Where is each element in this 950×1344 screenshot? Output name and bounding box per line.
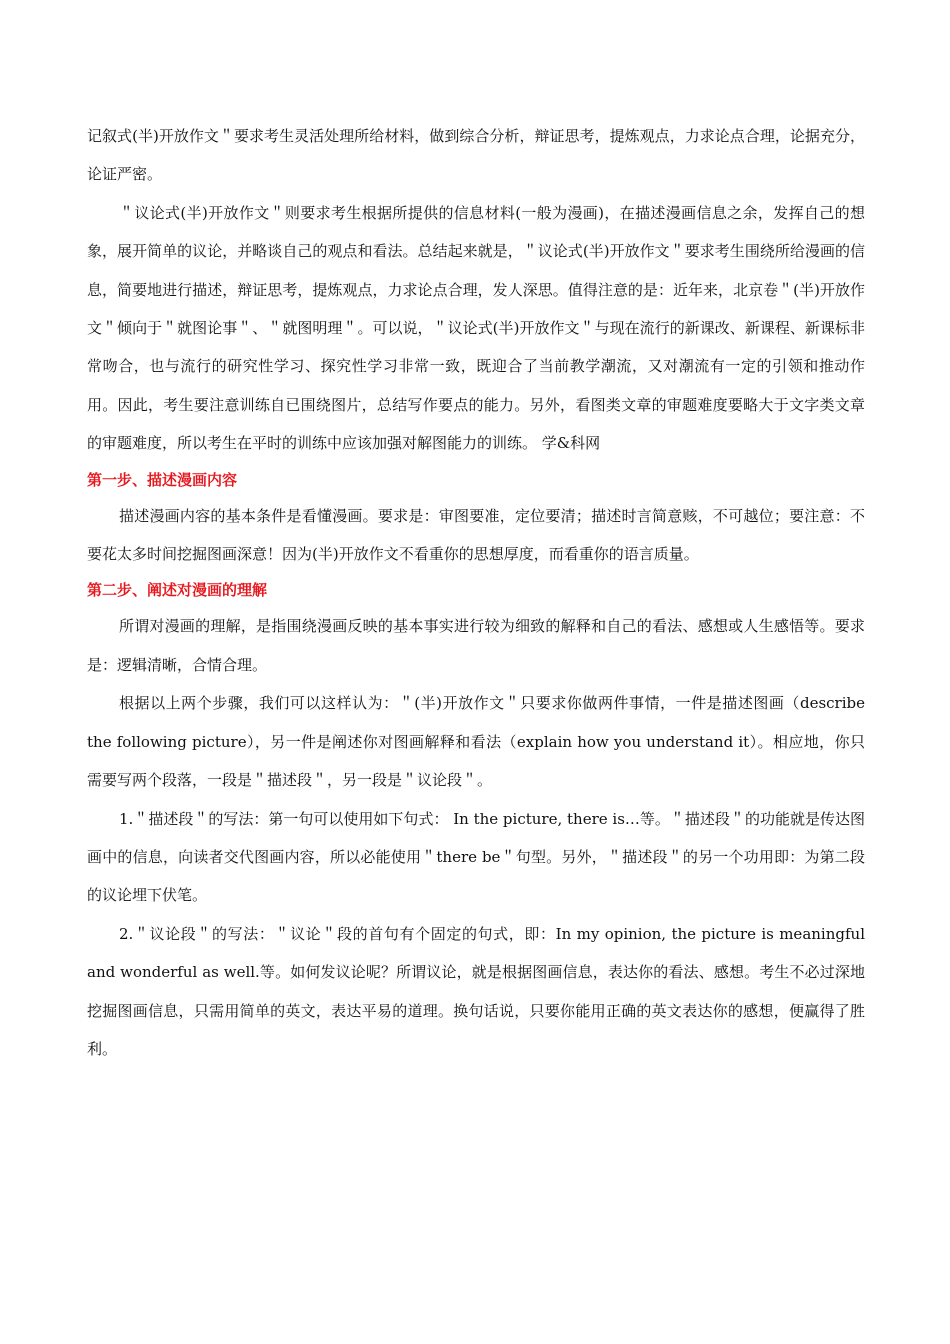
paragraph-description-section: 1.＂描述段＂的写法：第一句可以使用如下句式： In the picture, there is…等。＂描述段＂的功能就是传达图画中的信息，向读者交代图画内容，所以必能使用＂there be＂句型。另外，＂描述段＂的另一个功用即：为第二段的议论埋下伏笔。 (87, 809, 865, 905)
paragraph-summary: 根据以上两个步骤，我们可以这样认为：＂(半)开放作文＂只要求你做两件事情，一件是描述图画（describe the following picture），另一件是阐述你对图画解释和看法（explain how you understand it）。相应地，你只需要写两个段落，一段是＂描述段＂，另一段是＂议论段＂。 (87, 694, 865, 790)
heading-step-two: 第二步、阐述对漫画的理解 (87, 581, 268, 600)
paragraph-argument-section: 2.＂议论段＂的写法：＂议论＂段的首句有个固定的句式，即：In my opinion, the picture is meaningful and wonderful as well.等。如何发议论呢？所谓议论，就是根据图画信息，表达你的看法、感想。考生不必过深地挖掘图画信息，只需用简单的英文，表达平易的道理。换句话说，只要你能用正确的英文表达你的感想，便赢得了胜利。 (87, 924, 865, 1058)
paragraph-argumentative-essay: ＂议论式(半)开放作文＂则要求考生根据所提供的信息材料(一般为漫画)，在描述漫画信息之余，发挥自己的想象，展开简单的议论，并略谈自己的观点和看法。总结起来就是，＂议论式(半)开放作文＂要求考生围绕所给漫画的信息，简要地进行描述，辩证思考，提炼观点，力求论点合理，发人深思。值得注意的是：近年来，北京卷＂(半)开放作文＂倾向于＂就图论事＂、＂就图明理＂。可以说，＂议论式(半)开放作文＂与现在流行的新课改、新课程、新课标非常吻合，也与流行的研究性学习、探究性学习非常一致，既迎合了当前教学潮流，又对潮流有一定的引领和推动作用。因此，考生要注意训练自已围绕图片，总结写作要点的能力。另外，看图类文章的审题难度要略大于文字类文章的审题难度，所以考生在平时的训练中应该加强对解图能力的训练。 学&科网 (87, 203, 865, 453)
document-body (87, 117, 865, 1068)
paragraph-narrative-essay: 记叙式(半)开放作文＂要求考生灵活处理所给材料，做到综合分析，辩证思考，提炼观点，力求论点合理，论据充分，论证严密。 (87, 127, 865, 184)
heading-step-one: 第一步、描述漫画内容 (87, 470, 238, 489)
paragraph-step-two: 所谓对漫画的理解，是指围绕漫画反映的基本事实进行较为细致的解释和自己的看法、感想或人生感悟等。要求是：逻辑清晰，合情合理。 (87, 617, 865, 674)
paragraph-step-one: 描述漫画内容的基本条件是看懂漫画。要求是：审图要准，定位要清；描述时言简意赅，不可越位；要注意：不要花太多时间挖掘图画深意！因为(半)开放作文不看重你的思想厚度，而看重你的语言质量。 (87, 506, 865, 564)
